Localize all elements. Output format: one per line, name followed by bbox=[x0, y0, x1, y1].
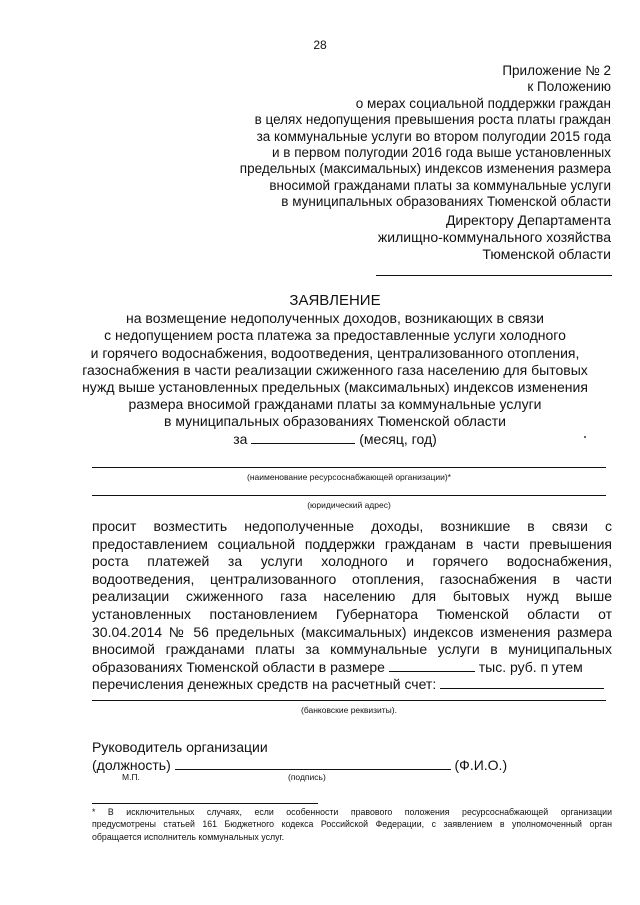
period-suffix: (месяц, год) bbox=[359, 430, 437, 447]
period-line bbox=[70, 431, 600, 448]
stamp-place: М.П. bbox=[122, 772, 140, 782]
appendix-line: в муниципальных образованиях Тюменской области bbox=[281, 194, 611, 210]
account-field[interactable] bbox=[440, 676, 604, 689]
body-line: 30.04.2014 № 56 предельных (максимальных) индексов изменения размера bbox=[92, 623, 612, 640]
title-line: размера вносимой гражданами платы за коммунальные услуги bbox=[128, 396, 542, 413]
account-text: перечисления денежных средств на расчетный счет: bbox=[92, 676, 437, 693]
footnote bbox=[92, 806, 612, 843]
footnote-line: обращается исполнитель коммунальных услуг. bbox=[92, 831, 285, 842]
footnote-line: предусмотрены статьей 161 Бюджетного кодекса Российской Федерации, с заявлением в уполномоченный орган bbox=[92, 819, 612, 830]
appendix-line: и в первом полугодии 2016 года выше установленных bbox=[272, 145, 611, 161]
org-name-caption: (наименование ресурсоснабжающей организации)* bbox=[247, 472, 451, 482]
page-number: 28 bbox=[313, 38, 327, 52]
body-line: предоставлением социальной поддержки гражданам в части превышения bbox=[92, 535, 612, 552]
body-line: роста платежей за услуги холодного и горячего водоснабжения, bbox=[92, 553, 612, 570]
addressee-line: Тюменской области bbox=[482, 246, 611, 263]
appendix-line: предельных (максимальных) индексов изменения размера bbox=[239, 161, 611, 177]
amount-field[interactable] bbox=[389, 659, 475, 672]
signature-block bbox=[92, 738, 612, 774]
addressee-line: Директору Департамента bbox=[445, 212, 611, 228]
footnote-line: * В исключительных случаях, если особенности правового положения ресурсоснабжающей организации bbox=[92, 807, 612, 817]
account-line bbox=[92, 676, 612, 694]
addressee-line: жилищно-коммунального хозяйства bbox=[377, 229, 611, 246]
appendix-line: в целях недопущения превышения роста платы граждан bbox=[254, 112, 611, 128]
appendix-line: к Положению bbox=[527, 79, 611, 95]
position-label: (должность) bbox=[92, 757, 171, 773]
legal-address-field[interactable] bbox=[92, 495, 606, 496]
title-line: с недопущением роста платежа за предоставленные услуги холодного bbox=[104, 327, 566, 344]
title-line: в муниципальных образованиях Тюменской области bbox=[164, 413, 506, 430]
sign-caption: (подпись) bbox=[288, 772, 326, 782]
bank-details-field[interactable] bbox=[92, 700, 606, 701]
addressee-name-line[interactable] bbox=[376, 275, 612, 276]
amount-suffix: тыс. руб. п утем bbox=[478, 658, 583, 675]
appendix-line: вносимой гражданами платы за коммунальные услуги bbox=[269, 177, 611, 193]
body-line: вносимой гражданами платы за коммунальные услуги в муниципальных bbox=[92, 641, 612, 658]
title-line: на возмещение недополученных доходов, возникающих в связи bbox=[126, 310, 544, 327]
scan-speck bbox=[584, 436, 586, 438]
period-field[interactable] bbox=[251, 431, 355, 444]
title-line: газоснабжения в части реализации сжиженного газа населению для бытовых bbox=[82, 361, 588, 378]
legal-address-caption: (юридический адрес) bbox=[307, 500, 391, 510]
title-line: нужд выше установленных предельных (максимальных) индексов изменения bbox=[82, 379, 588, 396]
statement-heading: ЗАЯВЛЕНИЕ bbox=[289, 292, 381, 309]
amount-prefix: образованиях Тюменской области в размере bbox=[92, 658, 385, 675]
title-line: и горячего водоснабжения, водоотведения, централизованного отопления, bbox=[90, 344, 580, 361]
appendix-header bbox=[211, 63, 611, 211]
signature-line bbox=[92, 756, 612, 774]
statement-body bbox=[92, 518, 612, 694]
signatory-head: Руководитель организации bbox=[92, 739, 268, 755]
bank-details-caption: (банковские реквизиты). bbox=[301, 705, 397, 715]
appendix-line: за коммунальные услуги во втором полугодии 2015 года bbox=[256, 128, 611, 144]
addressee bbox=[211, 212, 611, 264]
body-line: реализации сжиженного газа населению для бытовых нужд выше bbox=[92, 588, 612, 605]
statement-title-block bbox=[70, 292, 600, 448]
org-name-field[interactable] bbox=[92, 467, 606, 468]
appendix-line: о мерах социальной поддержки граждан bbox=[355, 95, 611, 111]
footnote-separator bbox=[92, 803, 318, 804]
period-prefix: за bbox=[233, 430, 248, 447]
fio-label: (Ф.И.О.) bbox=[454, 757, 508, 773]
amount-line bbox=[92, 659, 612, 677]
signature-field[interactable] bbox=[175, 757, 451, 770]
body-line: установленных постановлением Губернатора Тюменской области от bbox=[92, 605, 612, 622]
appendix-line: Приложение № 2 bbox=[502, 63, 611, 78]
body-line: просит возместить недополученные доходы, возникшие в связи с bbox=[92, 518, 612, 534]
body-line: водоотведения, централизованного отопления, газоснабжения в части bbox=[92, 570, 612, 587]
